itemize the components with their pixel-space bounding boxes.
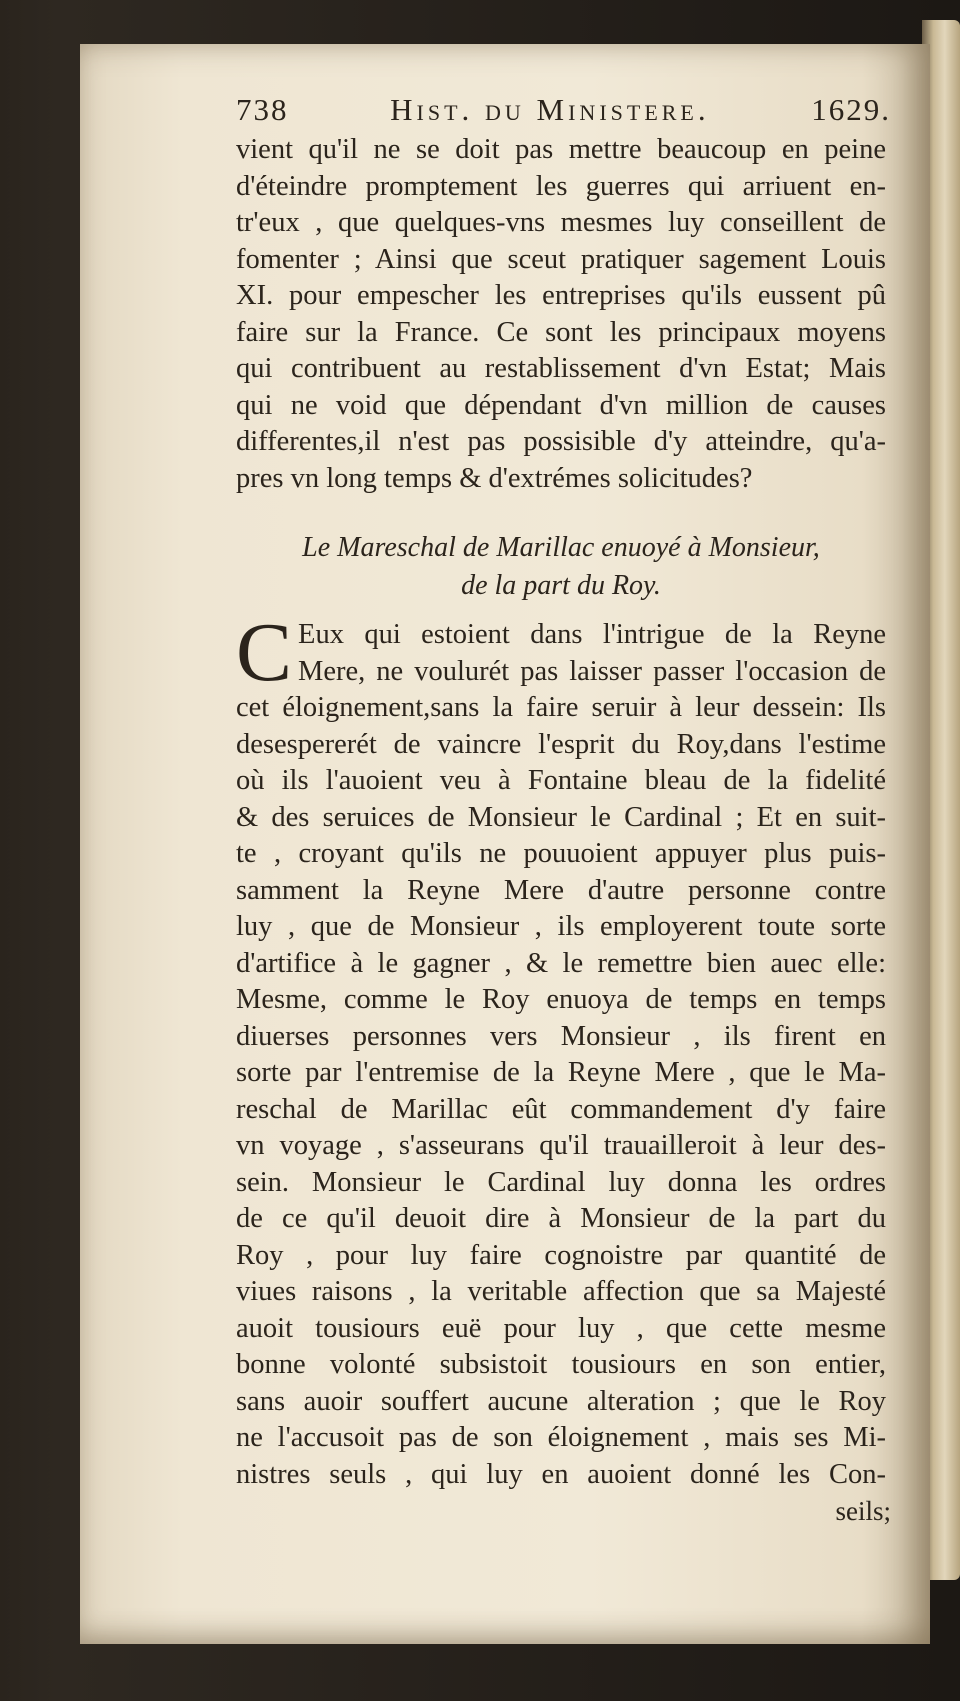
text-line: sorte par l'entremise de la Reyne Mere , que le Ma- (236, 1057, 886, 1088)
text-line: diuerses personnes vers Monsieur , ils firent en (236, 1020, 886, 1052)
text-line: nistres seuls , qui luy en auoient donné les Con- (236, 1458, 886, 1490)
text-line: Mesme, comme le Roy enuoya de temps en temps (236, 984, 886, 1015)
text-line: de ce qu'il deuoit dire à Monsieur de la part du (236, 1203, 886, 1234)
text-line: auoit tousiours euë pour luy , que cette mesme (236, 1312, 886, 1344)
text-line: differentes,il n'est pas possisible d'y atteindre, qu'a- (236, 426, 886, 457)
text-line: faire sur la France. Ce sont les principaux moyens (236, 316, 886, 348)
text-line: Roy , pour luy faire cognoistre par quantité de (236, 1239, 886, 1271)
text-line: reschal de Marillac eût commandement d'y faire (236, 1093, 886, 1125)
text-line: pres vn long temps & d'extrémes solicitudes? (236, 462, 753, 494)
text-line: fomenter ; Ainsi que sceut pratiquer sagement Louis (236, 243, 886, 275)
page-number: 738 (236, 92, 289, 127)
text-line: sein. Monsieur le Cardinal luy donna les ordres (236, 1166, 886, 1198)
text-line: vient qu'il ne se doit pas mettre beaucoup en peine (236, 134, 886, 165)
running-title: Hist. du Ministere. (390, 92, 710, 127)
section-heading-line-1: Le Mareschal de Marillac enuoyé à Monsieur, (302, 532, 820, 563)
text-line: bonne volonté subsistoit tousiours en son entier, (236, 1349, 886, 1380)
text-line: te , croyant qu'ils ne pouuoient appuyer plus puis- (236, 838, 886, 869)
text-line: samment la Reyne Mere d'autre personne contre (236, 874, 886, 906)
text-line: cet éloignement,sans la faire seruir à leur dessein: Ils (236, 692, 886, 723)
text-line: viues raisons , la veritable affection que sa Majesté (236, 1276, 886, 1307)
text-line: XI. pour empescher les entreprises qu'ils eussent pû (236, 280, 886, 311)
text-line: vn voyage , s'asseurans qu'il trauailleroit à leur des- (236, 1130, 886, 1161)
text-line: luy , que de Monsieur , ils employerent toute sorte (236, 911, 886, 942)
section-heading (236, 529, 886, 605)
paragraph-1 (236, 132, 886, 497)
text-line: d'artifice à le gagner , & le remettre bien auec elle: (236, 947, 886, 979)
text-line: Mere, ne voulurét pas laisser passer l'occasion de (298, 655, 886, 687)
text-line: où ils l'auoient veu à Fontaine bleau de la fidelité (236, 765, 886, 796)
text-line: d'éteindre promptement les guerres qui arriuent en- (236, 170, 886, 202)
text-line: sans auoir souffert aucune alteration ; que le Roy (236, 1385, 886, 1417)
text-line: ne l'accusoit pas de son éloignement , mais ses Mi- (236, 1422, 886, 1453)
section-heading-line-2: de la part du Roy. (461, 570, 661, 601)
text-line: qui ne void que dépendant d'vn million de causes (236, 389, 886, 421)
running-header (236, 92, 891, 132)
page-text (236, 92, 891, 1529)
text-line: & des seruices de Monsieur le Cardinal ; Et en suit- (236, 801, 886, 833)
paragraph-2 (236, 606, 886, 1493)
text-line: Eux qui estoient dans l'intrigue de la Reyne (298, 619, 886, 650)
catchword: seils; (835, 1496, 891, 1526)
text-line: qui contribuent au restablissement d'vn Estat; Mais (236, 353, 886, 384)
drop-capital: C (236, 606, 293, 699)
text-line: desespererét de vaincre l'esprit du Roy,dans l'estime (236, 728, 886, 760)
header-year: 1629. (811, 92, 891, 127)
text-line: tr'eux , que quelques-vns mesmes luy conseillent de (236, 207, 886, 238)
